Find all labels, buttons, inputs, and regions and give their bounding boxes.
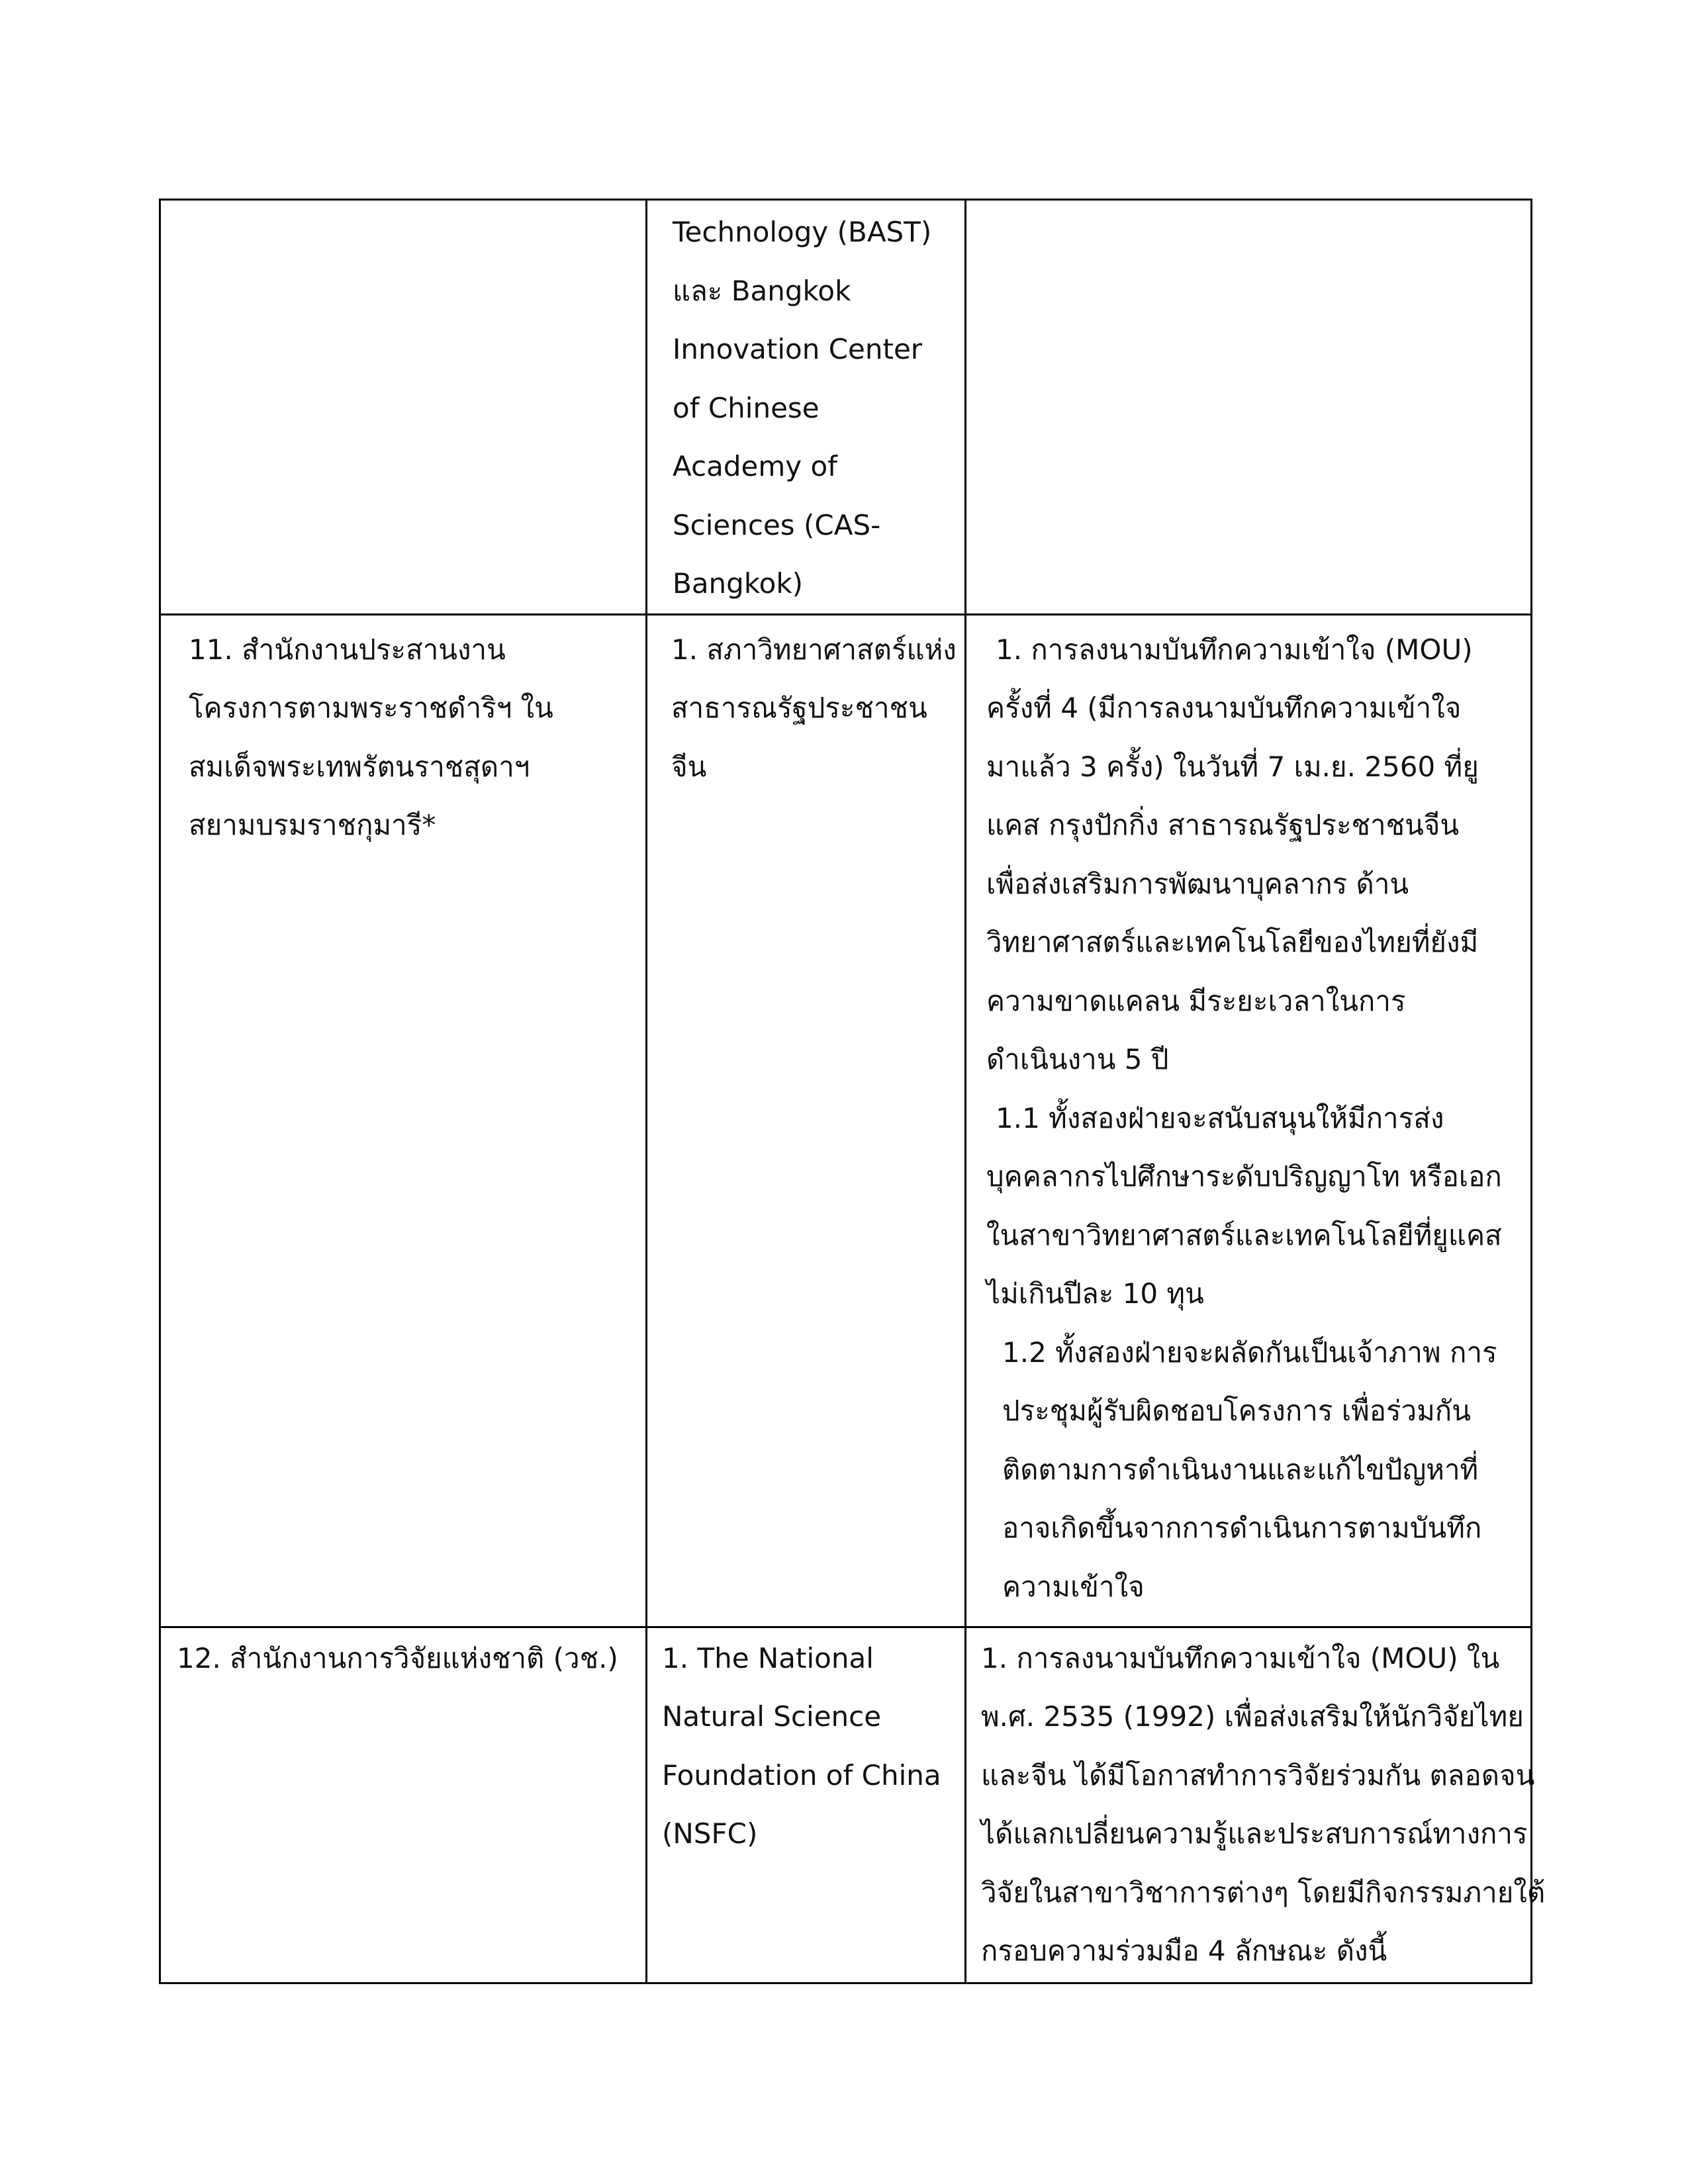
org-line: สมเด็จพระเทพรัตนราชสุดาฯ — [189, 750, 530, 783]
partner-cell — [647, 1627, 966, 1983]
partner-cell — [647, 200, 966, 615]
details-line: อาจเกิดขึ้นจากการดำเนินการตามบันทึก — [1002, 1512, 1482, 1544]
org-cell — [160, 1627, 647, 1983]
details-line: ความเข้าใจ — [1002, 1570, 1145, 1603]
details-line: มาแล้ว 3 ครั้ง) ในวันที่ 7 เม.ย. 2560 ที่ยู — [986, 750, 1479, 783]
partner-line: Natural Science — [662, 1700, 882, 1733]
details-line: วิทยาศาสตร์และเทคโนโลยีของไทยที่ยังมี — [986, 926, 1479, 958]
partner-line: Foundation of China — [662, 1758, 941, 1792]
table-row — [160, 1627, 1532, 1983]
partner-line: of Chinese — [673, 391, 820, 424]
details-line: 1.1 ทั้งสองฝ่ายจะสนับสนุนให้มีการส่ง — [996, 1101, 1444, 1134]
org-line: 11. สำนักงานประสานงาน — [189, 633, 506, 666]
details-line: บุคคลากรไปศึกษาระดับปริญญาโท หรือเอก — [986, 1160, 1502, 1193]
partner-line: 1. สภาวิทยาศาสตร์แห่ง — [671, 633, 957, 666]
details-line: ครั้งที่ 4 (มีการลงนามบันทึกความเข้าใจ — [986, 692, 1462, 724]
details-line: 1. การลงนามบันทึกความเข้าใจ (MOU) ใน — [981, 1641, 1500, 1674]
partner-line: สาธารณรัฐประชาชน — [671, 692, 927, 724]
details-line: ในสาขาวิทยาศาสตร์และเทคโนโลยีที่ยูแคส — [986, 1218, 1502, 1251]
details-line: ติดตามการดำเนินงานและแก้ไขปัญหาที่ — [1002, 1453, 1479, 1486]
details-cell — [966, 1627, 1546, 1983]
partner-line: Bangkok) — [673, 567, 804, 600]
partner-line: Technology (BAST) — [673, 216, 932, 248]
details-line: 1. การลงนามบันทึกความเข้าใจ (MOU) — [996, 633, 1473, 666]
partner-line: Innovation Center — [673, 333, 923, 365]
cooperation-table — [159, 199, 1546, 1984]
details-line: 1.2 ทั้งสองฝ่ายจะผลัดกันเป็นเจ้าภาพ การ — [1002, 1336, 1497, 1369]
details-line: พ.ศ. 2535 (1992) เพื่อส่งเสริมให้นักวิจัยไทย — [981, 1700, 1524, 1733]
partner-line: Sciences (CAS- — [673, 508, 881, 541]
partner-line: 1. The National — [662, 1641, 874, 1674]
details-line: ประชุมผู้รับผิดชอบโครงการ เพื่อร่วมกัน — [1002, 1394, 1471, 1427]
details-cell — [966, 614, 1532, 1627]
partner-line: และ Bangkok — [673, 274, 851, 307]
details-line: เพื่อส่งเสริมการพัฒนาบุคลากร ด้าน — [986, 867, 1409, 900]
table-row — [160, 200, 1532, 615]
org-line: โครงการตามพระราชดำริฯ ใน — [189, 692, 553, 724]
org-cell — [160, 614, 647, 1627]
details-line: วิจัยในสาขาวิชาการต่างๆ โดยมีกิจกรรมภายใต้ — [981, 1876, 1546, 1909]
details-line: ได้แลกเปลี่ยนความรู้และประสบการณ์ทางการ — [981, 1817, 1528, 1850]
table-row — [160, 614, 1532, 1627]
partner-line: (NSFC) — [662, 1817, 758, 1850]
details-line: ความขาดแคลน มีระยะเวลาในการ — [986, 984, 1406, 1017]
details-line: ดำเนินงาน 5 ปี — [986, 1043, 1169, 1075]
partner-line: Academy of — [673, 450, 837, 482]
details-line: แคส กรุงปักกิ่ง สาธารณรัฐประชาชนจีน — [986, 809, 1460, 841]
org-cell — [160, 200, 647, 615]
details-line: และจีน ได้มีโอกาสทำการวิจัยร่วมกัน ตลอดจน — [981, 1758, 1535, 1792]
org-line: สยามบรมราชกุมารี* — [189, 809, 436, 841]
details-line: ไม่เกินปีละ 10 ทุน — [986, 1277, 1204, 1310]
partner-cell — [647, 614, 966, 1627]
details-line: กรอบความร่วมมือ 4 ลักษณะ ดังนี้ — [981, 1934, 1387, 1967]
partner-line: จีน — [671, 750, 707, 783]
details-cell — [966, 200, 1532, 615]
org-line: 12. สำนักงานการวิจัยแห่งชาติ (วช.) — [177, 1641, 618, 1674]
